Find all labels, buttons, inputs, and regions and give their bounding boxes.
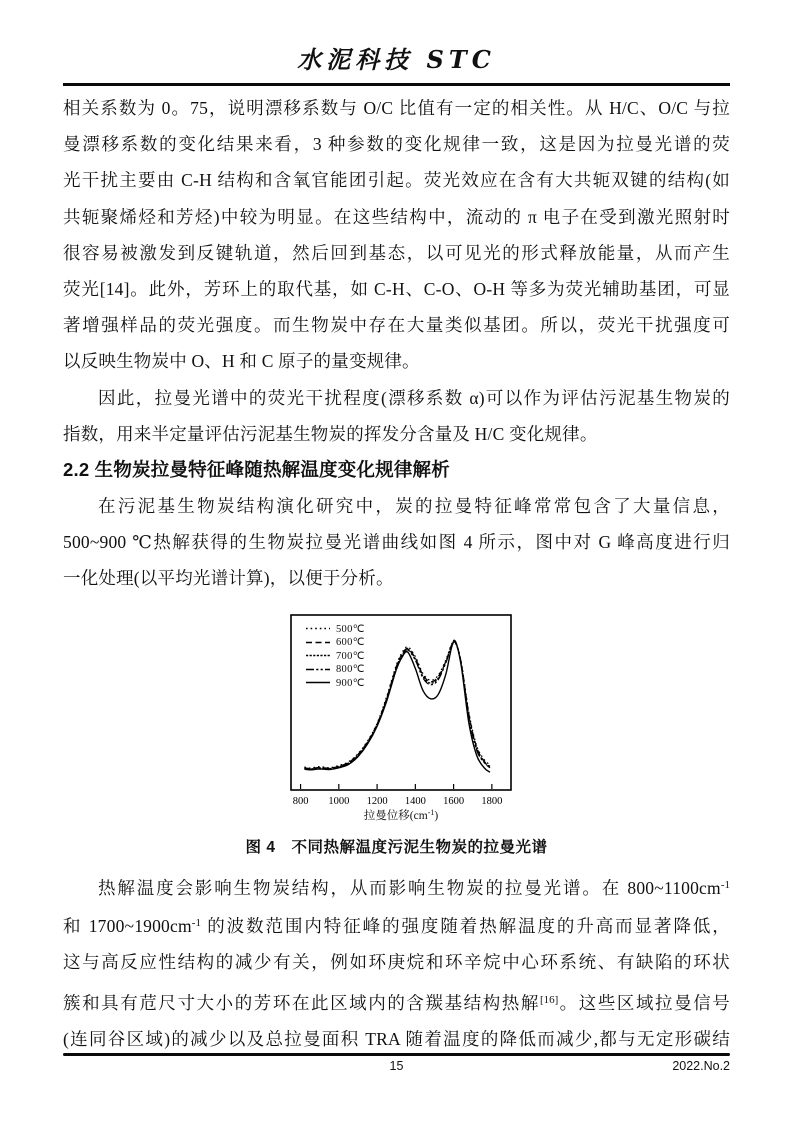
x-axis-label: 拉曼位移$(cm^{-1})$ [363, 808, 439, 822]
legend-label: 800℃ [336, 664, 365, 676]
body-line: 曼漂移系数的变化结果来看，3 种参数的变化规律一致，这是因为拉曼光谱的荧 [63, 134, 730, 155]
x-tick-label: 1400 [404, 796, 426, 807]
legend-line-sample [305, 624, 331, 633]
chart-legend [305, 622, 365, 690]
header-rule [63, 83, 730, 86]
body-line: 和 $1700\sim 1900cm^{-1}$ 的波数范围内特征峰的强度随着热解温度的升高而显著降低， [63, 916, 730, 937]
figure-4-raman-chart [281, 611, 521, 831]
journal-title: 水泥科技 STC [297, 45, 496, 74]
body-line: 共轭聚烯烃和芳烃)中较为明显。在这些结构中，流动的 π 电子在受到激光照射时 [63, 206, 730, 227]
legend-line-sample [305, 665, 331, 674]
legend-item [305, 676, 365, 690]
body-line: 很容易被激发到反键轨道，然后回到基态，以可见光的形式释放能量，从而产生 [63, 242, 730, 263]
legend-line-sample [305, 678, 331, 687]
body-line: 以反映生物炭中 O、H 和 C 原子的量变规律。 [63, 351, 420, 372]
x-tick-label: 1000 [328, 796, 350, 807]
legend-line-sample [305, 651, 331, 660]
body-line: 这与高反应性结构的减少有关，例如环庚烷和环辛烷中心环系统、有缺陷的环状 [63, 951, 730, 972]
legend-item [305, 636, 365, 650]
page-number: 15 [389, 1059, 404, 1073]
footer [63, 1059, 730, 1079]
section-heading: 2.2 生物炭拉曼特征峰随热解温度变化规律解析 [63, 458, 450, 480]
x-tick-label: 1200 [366, 796, 388, 807]
body-line: 光干扰主要由 C-H 结构和含氧官能团引起。荧光效应在含有大共轭双键的结构(如 [63, 170, 730, 191]
x-tick-label: 1600 [443, 796, 465, 807]
main-text-block [63, 90, 730, 597]
issue-number: 2022.No.2 [672, 1059, 730, 1073]
x-tick-label: 800 [292, 796, 309, 807]
lower-text-block [63, 866, 730, 1058]
legend-item [305, 649, 365, 663]
figure-caption: 图 4 不同热解温度污泥生物炭的拉曼光谱 [245, 839, 548, 856]
legend-label: 900℃ [336, 677, 365, 689]
body-line: (连同谷区域)的减少以及总拉曼面积 TRA 随着温度的降低而减少,都与无定形碳结 [63, 1028, 730, 1049]
legend-item [305, 663, 365, 677]
body-line: 指数，用来半定量评估污泥基生物炭的挥发分含量及 H/C 变化规律。 [63, 423, 598, 444]
body-line: 相关系数为 0。75，说明漂移系数与 O/C 比值有一定的相关性。从 H/C、O/C 与拉 [63, 98, 730, 118]
x-tick-label: 1800 [481, 796, 503, 807]
body-line: 500~900 ℃热解获得的生物炭拉曼光谱曲线如图 4 所示，图中对 G 峰高度进行归 [63, 532, 730, 553]
body-line: 著增强样品的荧光强度。而生物炭中存在大量类似基团。所以，荧光干扰强度可 [63, 315, 730, 336]
body-line: 因此，拉曼光谱中的荧光干扰程度(漂移系数 α)可以作为评估污泥基生物炭的 [98, 387, 730, 408]
footer-rule [63, 1053, 730, 1056]
legend-label: 600℃ [336, 637, 365, 649]
body-line: 热解温度会影响生物炭结构，从而影响生物炭的拉曼光谱。在 $800\sim 1100cm^{-1}$ [98, 878, 730, 898]
body-line: 一化处理(以平均光谱计算)，以便于分析。 [63, 568, 394, 589]
legend-label: 500℃ [336, 623, 365, 635]
legend-label: 700℃ [336, 650, 365, 662]
body-line: 在污泥基生物炭结构演化研究中，炭的拉曼特征峰常常包含了大量信息， [98, 496, 730, 517]
body-line: 簇和具有苊尺寸大小的芳环在此区域内的含羰基结构热解[16]。这些区域拉曼信号 [63, 993, 730, 1014]
legend-item [305, 622, 365, 636]
legend-line-sample [305, 638, 331, 647]
body-line: 荧光[14]。此外，芳环上的取代基，如 C-H、C-O、O-H 等多为荧光辅助基团，可显 [63, 278, 730, 299]
